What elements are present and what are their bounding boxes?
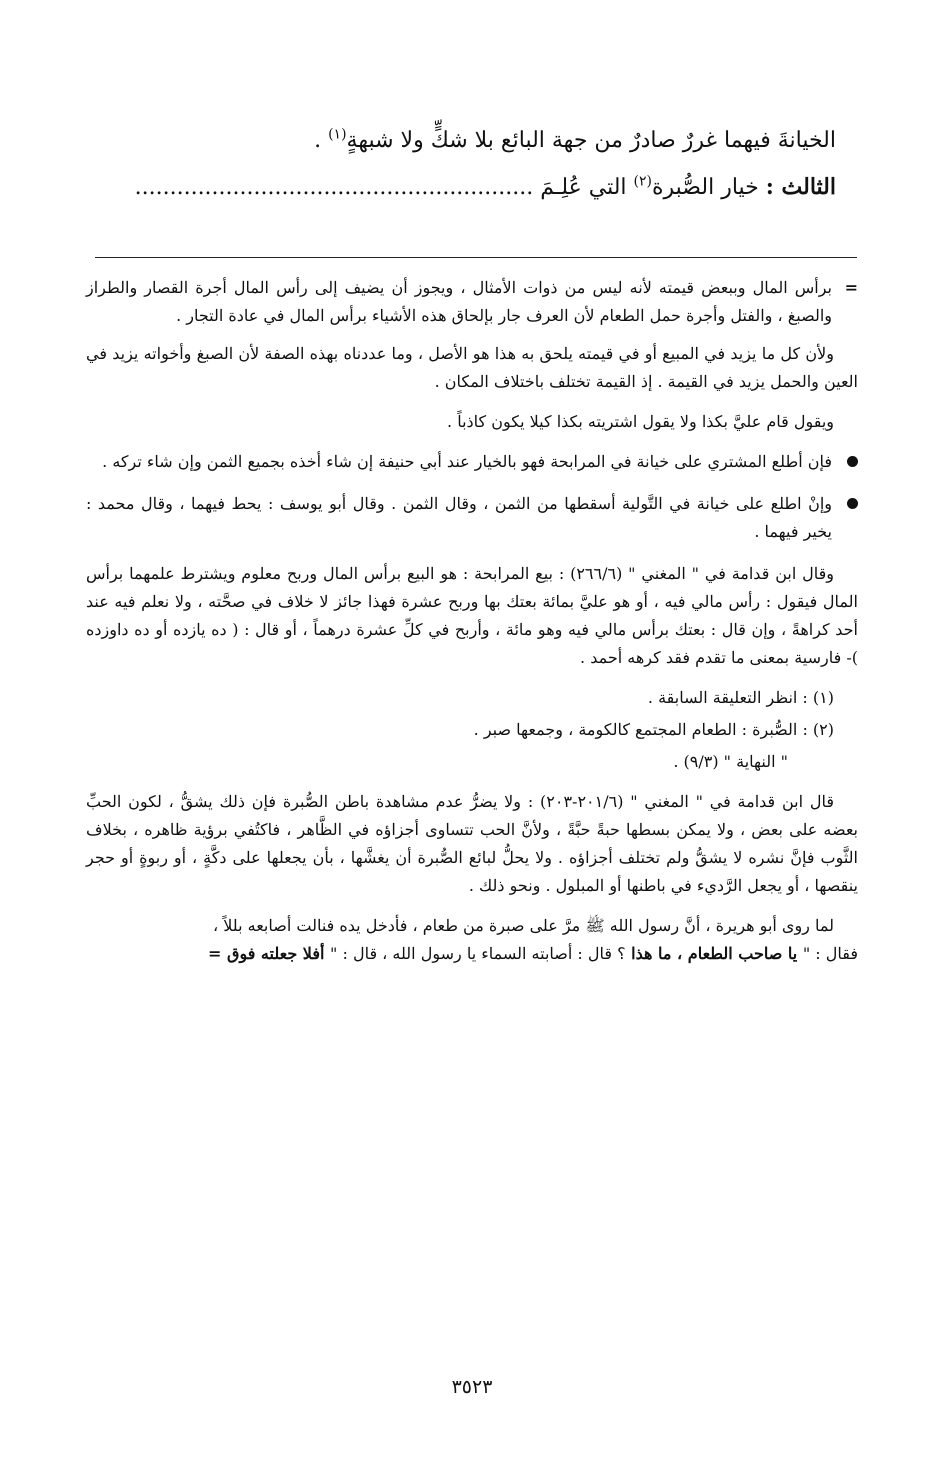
main-line-2	[76, 164, 836, 210]
footnote-para-2: ولأن كل ما يزيد في المبيع أو في قيمته يلحق به هذا هو الأصل ، وما عددناه بهذه الصفة لأن الصبغ وأخواته يزيد في العين والحمل يزيد في القيمة . إذ القيمة تختلف باختلاف المكان .	[86, 344, 858, 391]
main-line-2-text-a: خيار الصُّبرة	[652, 175, 766, 200]
footnote-para-6: لما روى أبو هريرة ، أنَّ رسول الله ﷺ مرَّ على صبرة من طعام ، فأدخل يده فنالت أصابعه بللاً ،	[213, 916, 834, 935]
footnote-para-5: قال ابن قدامة في " المغني " (٢٠١/٦-٢٠٣) : ولا يضرُّ عدم مشاهدة باطن الصُّبرة فإن ذلك يشقُّ ، لكون الحبِّ بعضه على بعض ، ولا يمكن بسطها حبةً حبَّةً ، ولأنَّ الحب تتساوى أجزاؤه في الظَّاهر ، فاكتُفي برؤية ظاهره ، بخلاف الثَّوب فإنَّ نشره لا يشقُّ ولم تختلف أجزاؤه . ولا يحلُّ لبائع الصُّبرة أن يغشَّها ، بأن يجعلها على دكَّةٍ ، أو ربوةٍ أو حجر ينقصها ، أو يجعل الرَّديء في باطنها أو المبلول . ونحو ذلك .	[86, 792, 859, 895]
continuation-marker: =	[844, 278, 858, 297]
footnote-para-7-bold-1: يا صاحب الطعام ، ما هذا	[625, 944, 803, 963]
footnote-continuation	[86, 274, 858, 330]
bullet-dot-icon	[847, 498, 858, 509]
bullet-item-1	[86, 448, 858, 476]
footnote-para-4: وقال ابن قدامة في " المغني " (٢٦٦/٦) : بيع المرابحة : هو البيع برأس المال وربح معلوم ويشترط علمهما برأس المال فيقول : رأس مالي فيه ، أو هو عليَّ بمائة بعتك بها وربح عشرة فهذا جائز لا خلاف في صحَّته ، ولا نعلم فيه عند أحد كراهةً ، وإن قال : بعتك برأس مالي فيه وهو مائة ، وأربح في كلِّ عشرة درهماً ، أو قال : ( ده يازده أو ده داوزده )- فارسية بمعنى ما تقدم فقد كرهه أحمد .	[86, 564, 859, 667]
page-number: ٣٥٢٣	[451, 1376, 493, 1398]
bullet-dot-icon	[847, 456, 858, 467]
footnote-ref-1: (١)	[328, 126, 347, 143]
footnote-divider	[95, 257, 857, 258]
footnote-2: (٢) : الصُّبرة : الطعام المجتمع كالكومة ، وجمعها صبر .	[473, 720, 834, 739]
footnote-para-3: ويقول قام عليَّ بكذا ولا يقول اشتريته بكذا كيلا يكون كاذباً .	[447, 412, 834, 431]
footnote-ref-2: (٢)	[633, 173, 652, 190]
footnote-2-source: " النهاية " (٩/٣) .	[673, 752, 788, 771]
main-line-1	[76, 118, 836, 164]
footnote-para-1: برأس المال وببعض قيمته لأنه ليس من ذوات الأمثال ، ويجوز أن يضيف إلى رأس المال أجرة القصار والطراز والصبغ ، والفتل وأجرة حمل الطعام لأن العرف جار بإلحاق هذه الأشياء برأس المال في عادة التجار .	[86, 278, 832, 325]
footnote-para-7	[86, 940, 858, 968]
section-label-third: الثالث :	[765, 174, 836, 200]
bullet-item-2	[86, 490, 858, 546]
bullet-item-2-text: وإنْ اطلع على خيانة في التَّولية أسقطها من الثمن ، وقال الثمن . وقال أبو يوسف : يحط فيهما ، وقال محمد : يخير فيهما .	[86, 494, 832, 541]
main-line-2-dots: .........................................................	[134, 175, 534, 200]
footnote-para-7-bold-2: أفلا جعلته فوق =	[208, 944, 331, 963]
main-line-1-end: .	[314, 128, 329, 153]
footnote-1: (١) : انظر التعليقة السابقة .	[647, 688, 834, 707]
main-line-2-text-b: التي عُلِـمَ	[533, 175, 634, 200]
bullet-item-1-text: فإن أطلع المشتري على خيانة في المرابحة فهو بالخيار عند أبي حنيفة إن شاء أخذه بجميع الثمن وإن شاء تركه .	[102, 452, 832, 471]
footnote-para-7-a: فقال : "	[802, 944, 858, 963]
footnotes-block	[86, 274, 858, 980]
main-text-block	[76, 118, 836, 210]
footnote-para-7-b: ؟ قال : أصابته السماء يا رسول الله ، قال : "	[330, 944, 626, 963]
main-line-1-text: الخيانةَ فيهما غررٌ صادرٌ من جهة البائع بلا شكٍّ ولا شبهةٍ	[346, 128, 836, 153]
